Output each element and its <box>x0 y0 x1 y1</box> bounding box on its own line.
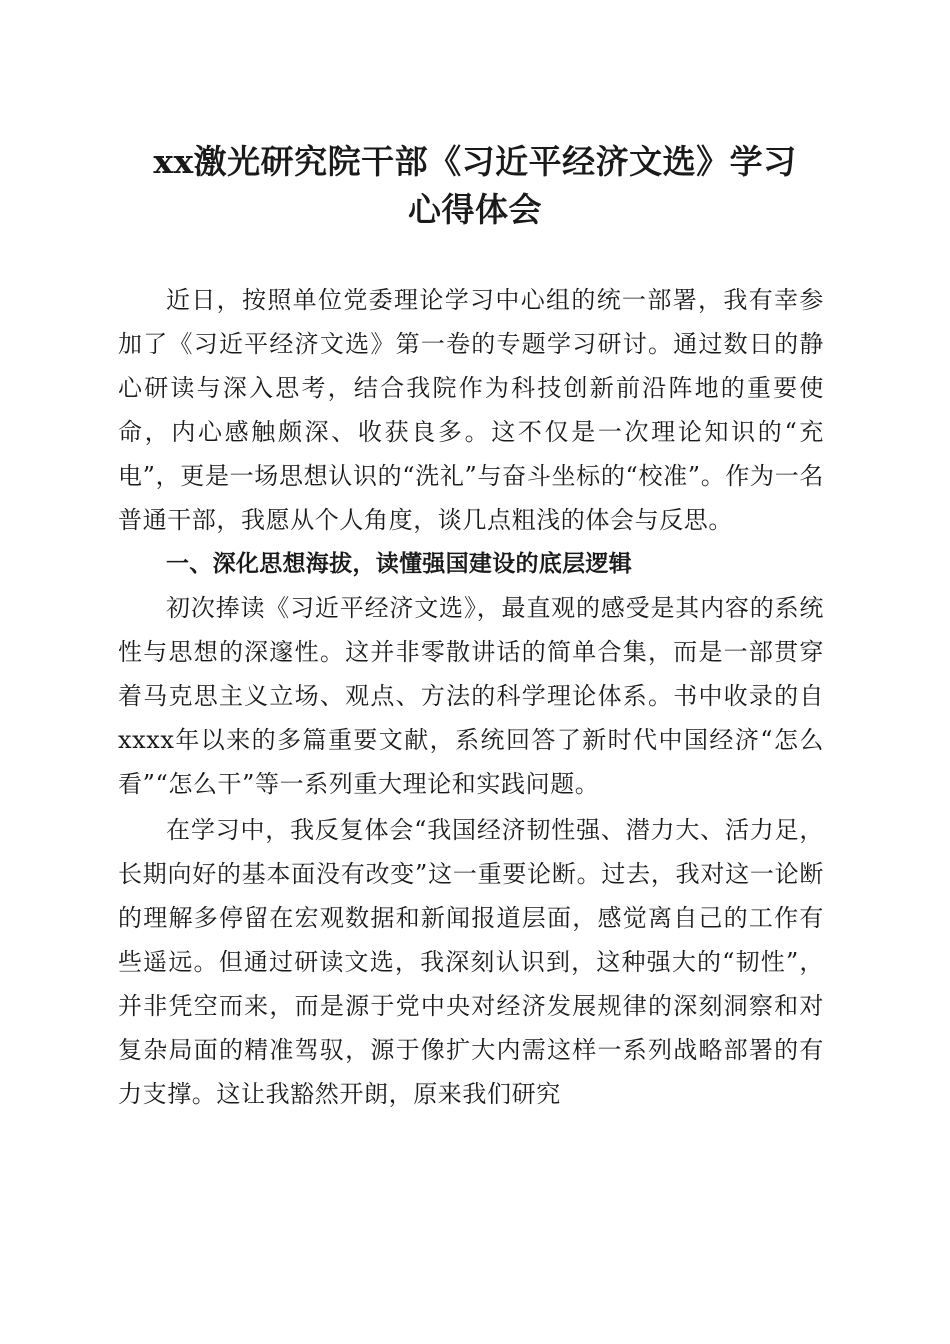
title-line-2: 心得体会 <box>408 190 542 229</box>
title-line-1: xx激光研究院干部《习近平经济文选》学习 <box>153 142 797 181</box>
intro-paragraph: 近日，按照单位党委理论学习中心组的统一部署，我有幸参加了《习近平经济文选》第一卷的专题学习研讨。通过数日的静心研读与深入思考，结合我院作为科技创新前沿阵地的重要使命，内心感触颇深、收获良多。这不仅是一次理论知识的“充电”，更是一场思想认识的“洗礼”与奋斗坐标的“校准”。作为一名普通干部，我愿从个人角度，谈几点粗浅的体会与反思。 <box>118 286 824 534</box>
section-1-paragraph-2: 在学习中，我反复体会“我国经济韧性强、潜力大、活力足，长期向好的基本面没有改变”这一重要论断。过去，我对这一论断的理解多停留在宏观数据和新闻报道层面，感觉离自己的工作有些遥远。但通过研读文选，我深刻认识到，这种强大的“韧性”，并非凭空而来，而是源于党中央对经济发展规律的深刻洞察和对复杂局面的精准驾驭，源于像扩大内需这样一系列战略部署的有力支撑。这让我豁然开朗，原来我们研究 <box>118 816 824 1108</box>
section-1-paragraph-1: 初次捧读《习近平经济文选》，最直观的感受是其内容的系统性与思想的深邃性。这并非零散讲话的简单合集，而是一部贯穿着马克思主义立场、观点、方法的科学理论体系。书中收录的自xxxx年以来的多篇重要文献，系统回答了新时代中国经济“怎么看”“怎么干”等一系列重大理论和实践问题。 <box>118 594 824 798</box>
document-title <box>100 138 850 234</box>
section-1-heading: 一、深化思想海拔，读懂强国建设的底层逻辑 <box>166 551 632 577</box>
document-body <box>118 278 824 1116</box>
